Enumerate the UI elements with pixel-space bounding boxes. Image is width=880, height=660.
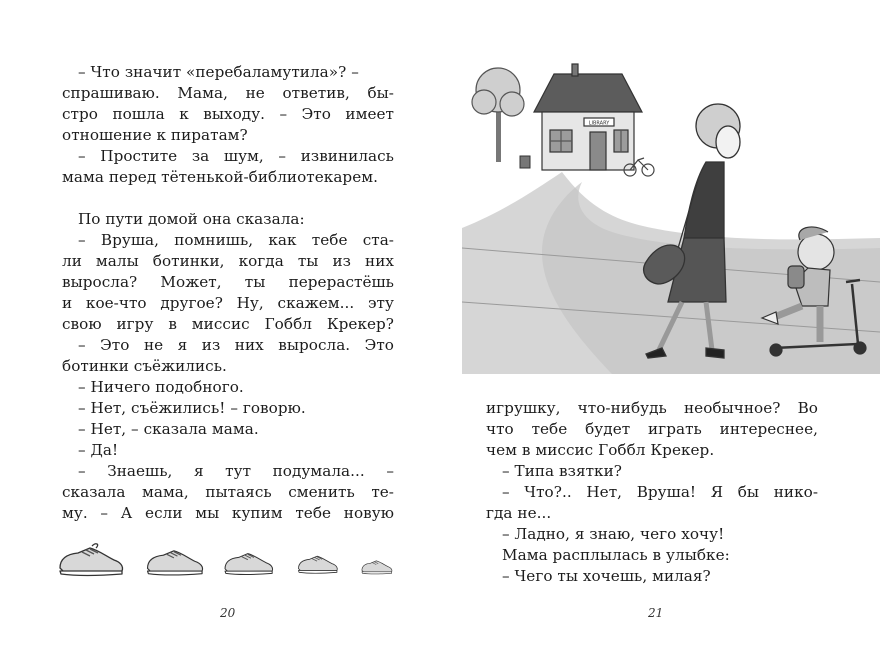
text-line: – Что значит «перебаламутила»? –: [78, 63, 359, 81]
text-line: – Знаешь, я тут подумала... –: [78, 462, 394, 480]
right-page: [440, 0, 880, 660]
library-sign: LIBRARY: [588, 120, 610, 127]
text-line: – Ладно, я знаю, чего хочу!: [502, 525, 725, 543]
text-line: му. – А если мы купим тебе новую: [62, 504, 394, 522]
text-line: – Что?.. Нет, Вруша! Я бы нико-: [502, 483, 818, 501]
text-line: что тебе будет играть интереснее,: [486, 420, 818, 438]
library-building: [534, 64, 642, 170]
text-line: – Простите за шум, – извинилась: [78, 147, 394, 165]
text-line: спрашиваю. Мама, не ответив, бы-: [62, 84, 394, 102]
text-line: – Ничего подобного.: [78, 378, 244, 396]
text-line: ботинки съёжились.: [62, 357, 227, 375]
text-line: – Типа взятки?: [502, 462, 622, 480]
shoe-icon: [148, 551, 203, 575]
text-line: – Нет, – сказала мама.: [78, 420, 259, 438]
text-line: – Да!: [78, 441, 119, 459]
text-line: отношение к пиратам?: [62, 126, 248, 144]
text-line: стро пошла к выходу. – Это имеет: [62, 105, 394, 123]
page-number: 21: [648, 606, 664, 620]
mother-daughter-illustration: [462, 52, 880, 374]
text-line: гда не...: [486, 504, 552, 522]
text-line: выросла? Может, ты перерастёшь: [62, 273, 394, 291]
text-line: – Это не я из них выросла. Это: [78, 336, 394, 354]
text-line: – Чего ты хочешь, милая?: [502, 567, 711, 585]
text-line: и кое-что другое? Ну, скажем... эту: [62, 294, 394, 312]
text-line: ли малы ботинки, когда ты из них: [62, 252, 394, 270]
text-line: сказала мама, пытаясь сменить те-: [62, 483, 394, 501]
shoe-icon: [298, 556, 337, 573]
shoe-icon: [60, 544, 123, 576]
text-line: По пути домой она сказала:: [78, 210, 305, 228]
tree-icon: [472, 68, 524, 162]
text-line: – Вруша, помнишь, как тебе ста-: [78, 231, 394, 249]
text-line: мама перед тётенькой-библиотекарем.: [62, 168, 378, 186]
text-line: игрушку, что-нибудь необычное? Во: [486, 399, 818, 417]
text-line: Мама расплылась в улыбке:: [502, 546, 730, 564]
text-line: чем в миссис Гоббл Крекер.: [486, 441, 715, 459]
shrinking-shoes-illustration: [56, 538, 406, 584]
text-line: – Нет, съёжились! – говорю.: [78, 399, 306, 417]
shoe-icon: [225, 554, 273, 575]
shoe-icon: [362, 561, 392, 574]
text-line: свою игру в миссис Гоббл Крекер?: [62, 315, 394, 333]
page-number: 20: [220, 606, 236, 620]
